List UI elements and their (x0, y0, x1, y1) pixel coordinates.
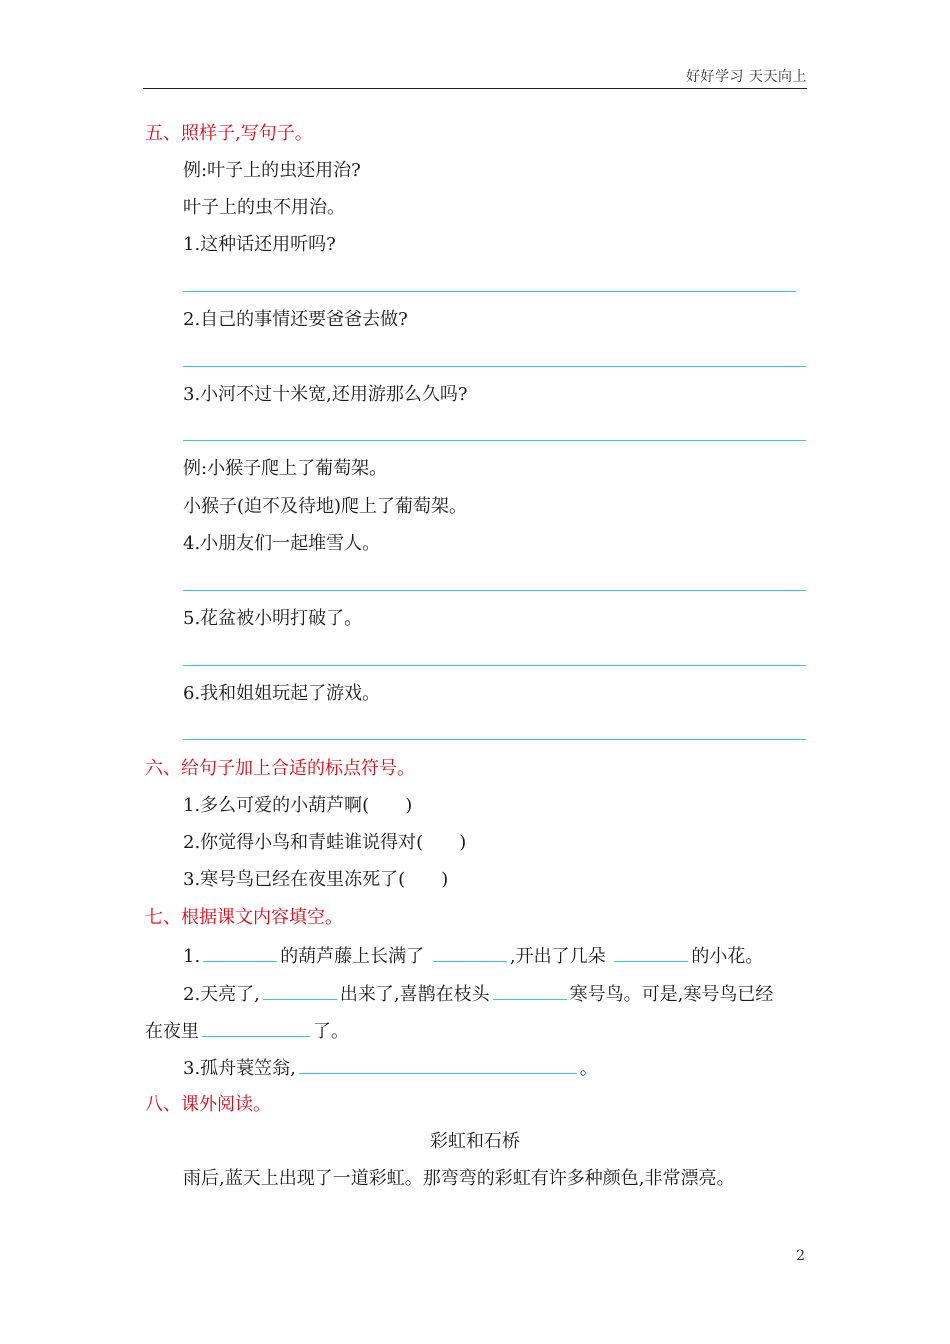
q1-part2: ,开出了几朵 (509, 946, 606, 967)
section6-question-1: 1.多么可爱的小葫芦啊( ) (183, 795, 413, 816)
page-number: 2 (796, 1248, 805, 1264)
fill-blank-7-2-a[interactable] (263, 981, 337, 1000)
story-paragraph-1: 雨后,蓝天上出现了一道彩虹。那弯弯的彩虹有许多种颜色,非常漂亮。 (183, 1168, 735, 1189)
fill-blank-7-3[interactable] (299, 1055, 577, 1074)
q1-part3: 的小花。 (691, 946, 764, 967)
section7-title: 七、根据课文内容填空。 (145, 907, 343, 928)
section5-question-3: 3.小河不过十米宽,还用游那么久吗? (183, 384, 468, 405)
section5-example1-question: 例:叶子上的虫还用治? (183, 160, 361, 181)
page-header-slogan: 好好学习 天天向上 (686, 69, 807, 85)
fill-blank-7-1-c[interactable] (614, 943, 688, 962)
section7-question-2-line1 (183, 981, 773, 1007)
section5-question-6: 6.我和姐姐玩起了游戏。 (183, 683, 381, 704)
q2-part2: 出来了,喜鹊在枝头 (339, 984, 490, 1005)
q3-part2: 。 (579, 1058, 598, 1079)
q2-line2-part1: 在夜里 (145, 1021, 199, 1042)
section7-question-3 (183, 1055, 598, 1081)
q1-number: 1. (183, 946, 201, 967)
q1-part1: 的葫芦藤上长满了 (280, 946, 425, 967)
section5-question-4: 4.小朋友们一起堆雪人。 (183, 533, 381, 554)
fill-blank-7-2-c[interactable] (202, 1018, 310, 1037)
section5-question-1: 1.这种话还用听吗? (183, 234, 336, 255)
section5-example2-question: 例:小猴子爬上了葡萄架。 (183, 458, 388, 479)
q2-part3: 寒号鸟。可是,寒号鸟已经 (569, 984, 774, 1005)
section5-example1-answer: 叶子上的虫不用治。 (183, 197, 345, 218)
section7-question-2-line2 (145, 1018, 349, 1044)
fill-blank-7-1-b[interactable] (433, 943, 507, 962)
section5-title: 五、照样子,写句子。 (145, 123, 313, 144)
q3-part1: 3.孤舟蓑笠翁, (183, 1058, 296, 1079)
answer-line-5-1[interactable] (183, 291, 796, 292)
section6-question-3: 3.寒号鸟已经在夜里冻死了( ) (183, 869, 449, 890)
section5-question-2: 2.自己的事情还要爸爸去做? (183, 309, 408, 330)
section6-title: 六、给句子加上合适的标点符号。 (145, 758, 415, 779)
answer-line-5-2[interactable] (183, 366, 806, 367)
fill-blank-7-1-a[interactable] (203, 943, 277, 962)
header-rule (143, 88, 807, 89)
section6-question-2: 2.你觉得小鸟和青蛙谁说得对( ) (183, 832, 467, 853)
answer-line-5-5[interactable] (183, 665, 806, 666)
section5-example2-answer: 小猴子(迫不及待地)爬上了葡萄架。 (183, 496, 468, 517)
story-title: 彩虹和石桥 (430, 1131, 520, 1152)
q2-part1: 2.天亮了, (183, 984, 260, 1005)
answer-line-5-4[interactable] (183, 590, 806, 591)
section8-title: 八、课外阅读。 (145, 1094, 271, 1115)
section5-question-5: 5.花盆被小明打破了。 (183, 608, 363, 629)
section7-question-1 (183, 943, 763, 969)
answer-line-5-3[interactable] (183, 440, 806, 441)
answer-line-5-6[interactable] (183, 739, 806, 740)
fill-blank-7-2-b[interactable] (493, 981, 567, 1000)
q2-line2-part2: 了。 (313, 1021, 349, 1042)
